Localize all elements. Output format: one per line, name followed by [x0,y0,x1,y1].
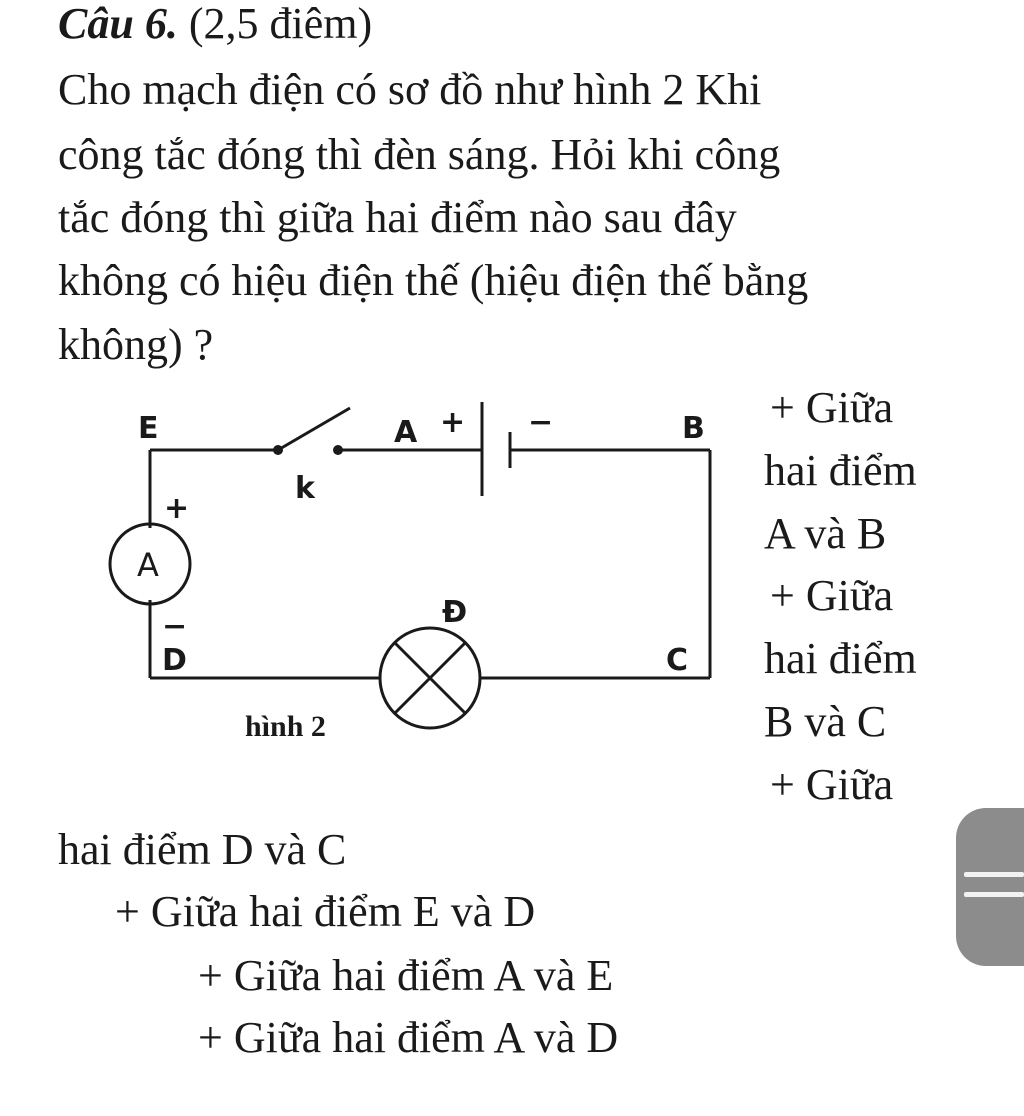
question-line-1: Cho mạch điện có sơ đồ như hình 2 Khi [58,65,762,114]
figure-caption: hình 2 [245,710,326,743]
question-line-4: không có hiệu điện thế (hiệu điện thế bằng [58,256,809,305]
ammeter-plus-sign: + [164,491,190,526]
question-line-5: không) ? [58,320,214,369]
switch-contact [333,445,343,455]
label-k: k [295,471,315,506]
label-C: C [666,643,689,678]
label-A: A [394,415,418,450]
handle-grip-line [964,872,1024,877]
battery-minus-sign: − [528,405,554,440]
ammeter-label: A [137,546,159,584]
switch-pivot [273,445,283,455]
side-option-line-1: + Giữa [770,383,894,432]
circuit-diagram [100,390,740,750]
question-points: (2,5 điêm) [188,0,373,48]
side-option-line-7: + Giữa [770,760,894,809]
label-E: E [138,411,159,446]
lamp-label: Đ [442,595,468,630]
switch-blade [278,408,350,450]
handle-grip-line [964,892,1024,897]
label-D: D [162,643,187,678]
ammeter-minus-sign: − [162,609,188,644]
side-option-line-6: B và C [764,697,887,746]
side-option-line-3: A và B [764,509,887,558]
bottom-option-3: + Giữa hai điểm A và E [198,951,614,1000]
question-heading [58,2,372,46]
question-line-2: công tắc đóng thì đèn sáng. Hỏi khi công [58,130,781,179]
side-option-line-2: hai điểm [764,446,917,495]
question-number: Câu 6. [58,0,178,48]
label-B: B [682,411,705,446]
bottom-option-2: + Giữa hai điểm E và D [115,887,536,936]
side-option-line-4: + Giữa [770,571,894,620]
side-option-line-5: hai điểm [764,634,917,683]
scroll-handle[interactable] [956,808,1024,966]
bottom-option-4: + Giữa hai điểm A và D [198,1013,619,1062]
question-line-3: tắc đóng thì giữa hai điểm nào sau đây [58,193,737,242]
bottom-option-1: hai điểm D và C [58,825,347,874]
battery-plus-sign: + [440,405,466,440]
